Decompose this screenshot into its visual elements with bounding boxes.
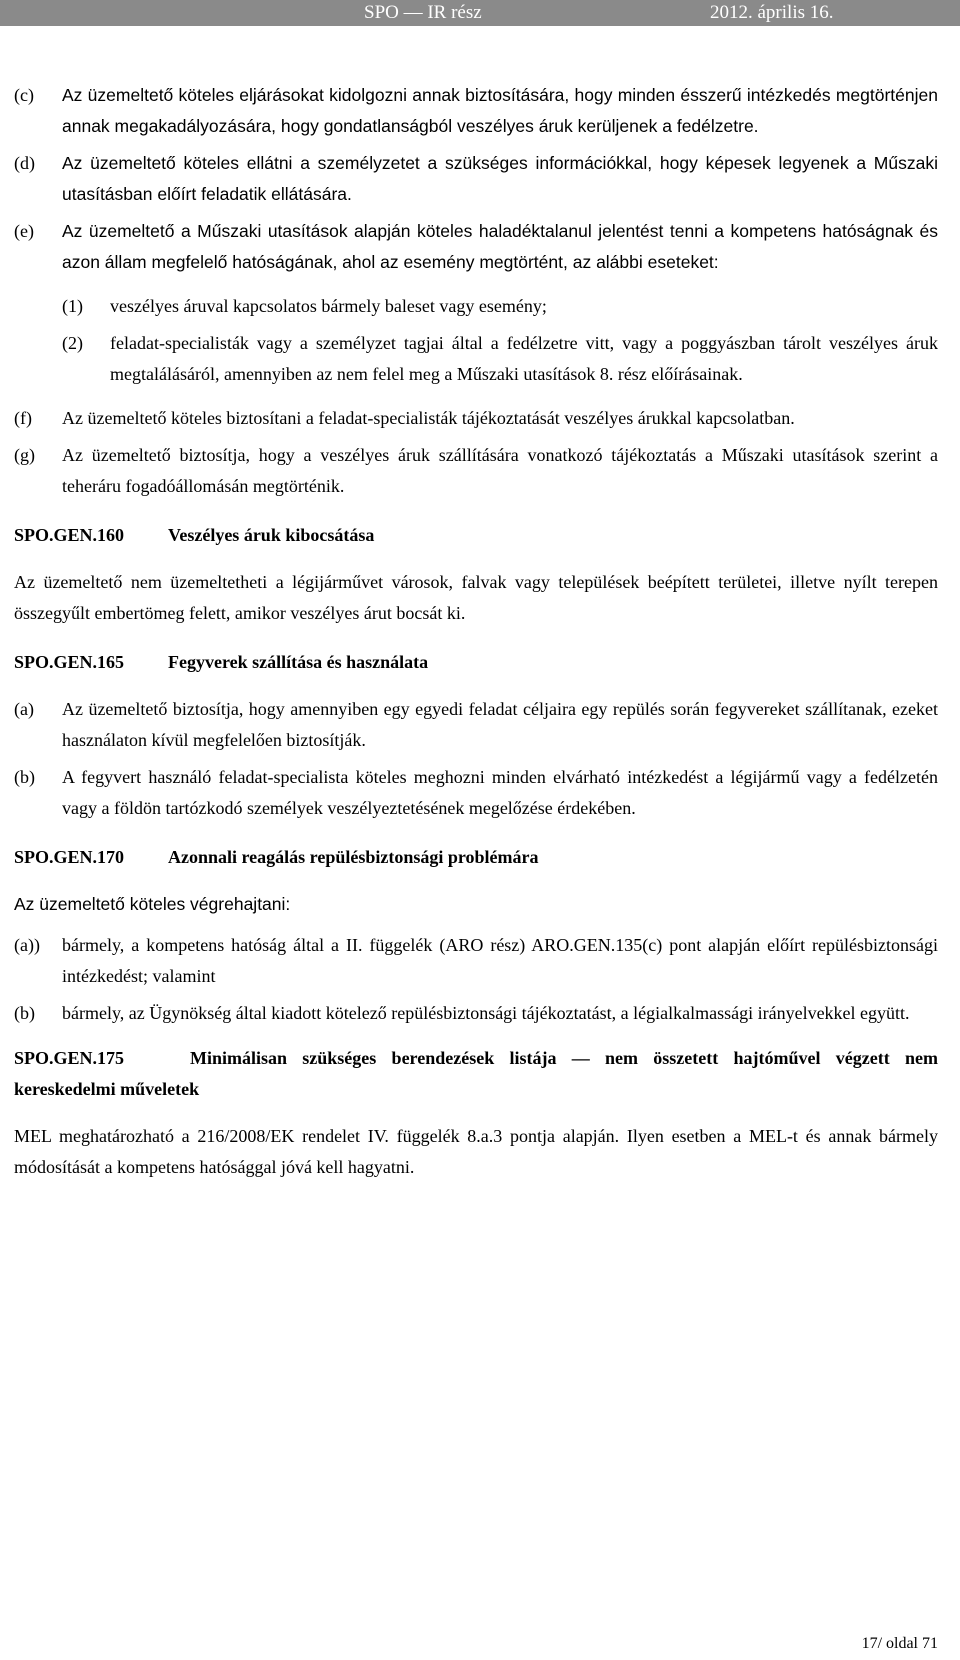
item-label: (g) [14,445,35,465]
item-label: (d) [14,153,35,173]
item-text: Az üzemeltető biztosítja, hogy amennyiben egy egyedi feladat céljaira egy repülés során fegyvereket szállítanak, ezeket használaton kívül megfelelően biztosítják. [62,699,938,750]
sub-list-item [62,291,938,322]
section-paragraph: Az üzemeltető nem üzemeltetheti a légijárművet városok, falvak vagy települések beépített területei, illetve nyílt terepen összegyűlt embertömeg felett, amikor veszélyes árut bocsát ki. [14,572,938,623]
list-item [14,216,938,278]
item-text: Az üzemeltető köteles eljárásokat kidolgozni annak biztosítására, hogy minden ésszerű intézkedés megtörténjen annak megakadályozására, hogy gondatlanságból veszélyes áruk kerüljenek a fedélzetre. [62,85,938,136]
item-text: feladat-specialisták vagy a személyzet tagjai által a fedélzetre vitt, vagy a poggyászban tárolt veszélyes áruk megtalálásáról, amennyiben az nem felel meg a Műszaki utasítások 8. rész előírásainak. [110,333,938,384]
item-label: (a)) [14,935,40,955]
item-label: (2) [62,333,83,353]
section-heading-160 [14,520,938,551]
document-body [14,80,938,1201]
section-paragraph: MEL meghatározható a 216/2008/EK rendelet IV. függelék 8.a.3 pontja alapján. Ilyen esetben a MEL-t és annak bármely módosítását a kompetens hatósággal jóvá kell hagyatni. [14,1126,938,1177]
item-text: bármely, az Ügynökség által kiadott kötelező repülésbiztonsági tájékoztatást, a légialkalmassági irányelvekkel együtt. [62,1003,910,1023]
item-label: (1) [62,296,83,316]
item-text: bármely, a kompetens hatóság által a II. függelék (ARO rész) ARO.GEN.135(c) pont alapján előírt repülésbiztonsági intézkedést; valamint [62,935,938,986]
header-document-title: SPO — IR rész [364,2,482,23]
header-date: 2012. április 16. [710,2,834,23]
list-item [14,762,938,824]
item-label: (b) [14,767,35,787]
item-text: Az üzemeltető biztosítja, hogy a veszélyes áruk szállítására vonatkozó tájékoztatás a Műszaki utasítások szerint a teheráru fogadóállomásán megtörténik. [62,445,938,496]
list-item [14,440,938,502]
section-code: SPO.GEN.170 [14,847,125,867]
item-label: (a) [14,699,34,719]
item-text: A fegyvert használó feladat-specialista köteles meghozni minden elvárható intézkedést a légijármű vagy a fedélzetén vagy a földön tartózkodó személyek veszélyeztetésének megelőzése érdekében. [62,767,938,818]
sub-list-item [62,328,938,390]
section-heading-165 [14,647,938,678]
item-label: (b) [14,1003,35,1023]
section-heading-175 [14,1043,938,1105]
item-text: Az üzemeltető köteles biztosítani a feladat-specialisták tájékoztatását veszélyes árukkal kapcsolatban. [62,408,795,428]
item-text: veszélyes áruval kapcsolatos bármely baleset vagy esemény; [110,296,547,316]
page-header [0,0,960,26]
item-label: (c) [14,85,34,105]
list-item [14,930,938,992]
section-title: Minimálisan szükséges berendezések listája — nem összetett hajtóművel végzett nem kereskedelmi műveletek [14,1048,938,1099]
item-label: (f) [14,408,32,428]
section-title: Azonnali reagálás repülésbiztonsági problémára [168,847,539,867]
section-title: Fegyverek szállítása és használata [168,652,429,672]
section-intro: Az üzemeltető köteles végrehajtani: [14,894,291,914]
section-code: SPO.GEN.175 [14,1048,125,1068]
section-code: SPO.GEN.165 [14,652,125,672]
list-item [14,148,938,210]
item-label: (e) [14,221,34,241]
item-text: Az üzemeltető köteles ellátni a személyzetet a szükséges információkkal, hogy képesek legyenek a Műszaki utasításban előírt feladatik ellátására. [62,153,938,204]
item-text: Az üzemeltető a Műszaki utasítások alapján köteles haladéktalanul jelentést tenni a kompetens hatóságnak és azon állam megfelelő hatóságának, ahol az esemény megtörtént, az alábbi eseteket: [62,221,938,272]
list-item [14,80,938,142]
list-item [14,403,938,434]
page-number: 17/ oldal 71 [861,1635,938,1652]
section-title: Veszélyes áruk kibocsátása [168,525,375,545]
section-heading-170 [14,842,938,873]
list-item [14,694,938,756]
section-code: SPO.GEN.160 [14,525,125,545]
list-item [14,998,938,1029]
